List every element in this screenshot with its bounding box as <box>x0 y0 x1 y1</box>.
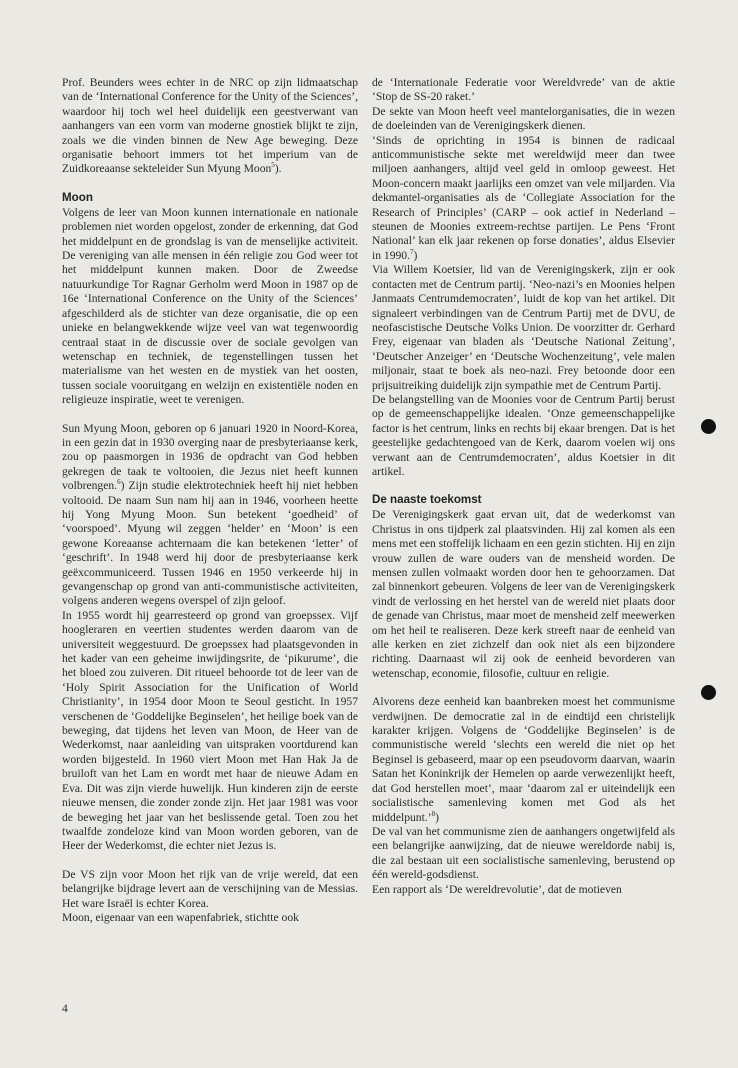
paragraph <box>62 868 358 911</box>
paragraph <box>372 695 675 825</box>
paragraph-text: De belangstelling van de Moonies voor de Centrum Partij berust op de gemeenschappelijke idealen. ‘Onze gemeenschappelijke factor is het centrum, links en rechts bij ekaar brengen. Dat is het geestelijke gedachtengoed van de Kerk, daarom voelen wij ons verwant aan de Centrumdemocraten’, aldus Koetsier in dit artikel. <box>372 392 675 478</box>
paragraph-text: Sun Myung Moon, geboren op 6 januari 1920 in Noord-Korea, in een gezin dat in 1930 overging naar de presbyteriaanse kerk, zou op paasmorgen in 1936 de opdracht van God hebben gekregen de taak te voltooien, die Jezus niet heeft kunnen volbrengen. <box>62 421 358 493</box>
paragraph-text: Via Willem Koetsier, lid van de Verenigingskerk, zijn er ook contacten met de Centrum partij. ‘Neo-nazi’s en Moonies helpen Janmaats Centrumdemocraten’, luidt de kop van het artikel. Dit signaleert verbindingen van de Centrum Partij met de DVU, de neofascistische Deutsche Volks Union. De voorzitter dr. Gerhard Frey, eigenaar van bladen als ‘Deutsche National Zeitung’, ‘Deutscher Anzeiger’ en ‘Deutsche Wochenzeitung’, vele malen miljonair, staat te boek als neo-nazi. Frey betoonde door een prijsuitreiking duidelijk zijn sympathie met de Centrum Partij. <box>372 263 675 392</box>
footnote-ref: 8 <box>431 809 436 818</box>
paragraph <box>62 76 358 177</box>
section-heading: Moon <box>62 190 93 204</box>
paragraph <box>62 206 358 408</box>
paragraph-text: ‘Sinds de oprichting in 1954 is binnen de radicaal anticommunistische sekte met wereldwijd meer dan twee miljoen aanhangers, altijd veel geld in omloop geweest. Het Moon-concern maakt jaarlijks een omzet van vele miljarden. Via dekmantel-organisaties als de ‘Collegiate Association for the Research of Principles’ (CARP – ook actief in Nederland – steunen de Moonies extreem-rechtse partijen. Le Pens ‘Front National’ kan elk jaar rekenen op forse donaties’, aldus Elsevier in 1990. <box>372 133 675 262</box>
punch-hole-icon <box>701 419 716 434</box>
paragraph-text: In 1955 wordt hij gearresteerd op grond van groepssex. Vijf hoogleraren en veertien studentes werden daarom van de universiteit weggestuurd. De groepssex had plaatsgevonden in het kader van een geheime inwijdingsrite, de ‘pikurume’, die het bloed zou zuiveren. Dit ritueel behoorde tot de leer van de ‘Holy Spirit Association for the Unification of World Christianity’, in 1954 door Moon te Seoul gesticht. In 1957 verschenen de ‘Goddelijke Beginselen’, het heilige boek van de beweging, dat tijdens het leven van Moon, de Heer van de Wederkomst, naar aanleiding van uitspraken voortdurend kan worden bijgesteld. In 1960 viert Moon met Han Hak Ja de bruiloft van het Lam en wordt met haar de nieuwe Adam en Eva. Dit was zijn vierde huwelijk. Hun kinderen zijn de eerste nieuwe mensen, die zonder zonde zijn. Het jaar 1981 was voor de beweging het jaar van het beslissende getal. Toen zou het twaalfde zondeloze kind van Moon worden geboren, van de Heer der Wederkomst, die echter niet Jezus is. <box>62 608 358 853</box>
paragraph-text: Prof. Beunders wees echter in de NRC op zijn lidmaatschap van de ‘International Conference for the Unity of the Sciences’, waardoor hij toch wel heel duidelijk een geestverwant van aanhangers van een vorm van moderne gnostiek blijkt te zijn, zoals we die vinden binnen de New Age beweging. Deze organisatie behoort immers tot het imperium van de Zuidkoreaanse sekteleider Sun Myung Moon <box>62 76 358 176</box>
section-heading: De naaste toekomst <box>372 493 482 507</box>
paragraph <box>372 134 675 264</box>
footnote-ref: 7 <box>410 248 414 257</box>
right-column <box>372 76 675 897</box>
paragraph-text: ) <box>435 810 439 824</box>
paragraph-text: ) Zijn studie elektrotechniek heeft hij niet hebben voltooid. De naam Sun nam hij aan in 1946, voorheen heette hij Yong Myung Moon. Sun betekent ‘goedheid’ of ‘voorspoed’. Myung wil zeggen ‘helder’ en ‘Moon’ is een gewone Koreaanse achternaam die kan betekenen ‘letter’ of ‘geschrift’. In 1948 werd hij door de presbyteriaanse kerk geëxcommuniceerd. Tussen 1946 en 1950 verkeerde hij in gevangenschap op grond van anti-communistische activiteiten, volgens anderen wegens overspel of zijn geloof. <box>62 479 358 608</box>
paragraph-text: Alvorens deze eenheid kan baanbreken moest het communisme verdwijnen. De democratie zal in de eindtijd een christelijk karakter krijgen. Volgens de ‘Goddelijke Beginselen’ is de communistische wereld ‘slechts een wereld die niet op het Beginsel is gebaseerd, maar op een pseudovorm daarvan, waarin Satan het Koninkrijk der Hemelen op aarde verwezenlijkt heeft, dat God herstellen moet’, maar ‘daarom zal er uiteindelijk een socialistische samenleving komen met God als het middelpunt.’ <box>372 695 675 824</box>
paragraph-text: De sekte van Moon heeft veel mantelorganisaties, die in wezen de doeleinden van de Verenigingskerk dienen. <box>372 104 675 133</box>
paragraph <box>62 911 358 925</box>
footnote-ref: 6 <box>117 478 121 487</box>
paragraph-text: Moon, eigenaar van een wapenfabriek, stichtte ook <box>62 910 299 924</box>
paragraph <box>372 825 675 883</box>
paragraph <box>372 263 675 393</box>
paragraph-text: ). <box>274 162 282 176</box>
paragraph <box>372 883 675 897</box>
paragraph-text: De Verenigingskerk gaat ervan uit, dat de wederkomst van Christus in ons tijdperk zal plaatsvinden. Hij zal komen als een mens met een stoffelijk lichaam en een gezin stichten. Hij en zijn vrouw zullen de ware ouders van de mensheid worden. De mensen zullen volmaakt worden door hen te gehoorzamen. Dat zal binnenkort gebeuren. Volgens de leer van de Verenigingskerk vindt de verlossing en het herstel van de wereld niet plaats door de genade van Christus, maar moet de mensheid zelf meewerken om het heil te realiseren. Deze kerk streeft naar de eenheid van alle kerken en ziet zichzelf dan ook niet als een bijzondere richting. Daarnaast wil zij ook de eenheid bevorderen van wetenschap, economie, filosofie, cultuur en religie. <box>372 508 675 680</box>
paragraph <box>62 609 358 854</box>
paragraph <box>372 508 675 681</box>
paragraph-text: de ‘Internationale Federatie voor Wereldvrede’ van de aktie ‘Stop de SS-20 raket.’ <box>372 76 675 104</box>
paragraph-text: De val van het communisme zien de aanhangers ongetwijfeld als een belangrijke aanwijzing, dat de nieuwe wereldorde nabij is, die zal bestaan uit een socialistische samenleving, berustend op één wereld-godsdienst. <box>372 824 675 882</box>
paragraph-text: De VS zijn voor Moon het rijk van de vrije wereld, dat een belangrijke bijdrage levert aan de verschijning van de Messias. Het ware Israël is echter Korea. <box>62 867 358 910</box>
page-number: 4 <box>62 1002 68 1015</box>
paragraph <box>372 393 675 479</box>
paragraph-text: Een rapport als ‘De wereldrevolutie’, dat de motieven <box>372 882 622 896</box>
paragraph-text: ) <box>413 248 418 262</box>
paragraph <box>372 105 675 134</box>
punch-hole-icon <box>701 685 716 700</box>
paragraph <box>62 422 358 609</box>
footnote-ref: 5 <box>271 161 275 170</box>
left-column <box>62 76 358 925</box>
paragraph <box>372 76 675 105</box>
paragraph-text: Volgens de leer van Moon kunnen internationale en nationale problemen niet worden opgelost, zonder de erkenning, dat God het middelpunt en de grondslag is van de menselijke activiteit. De vereniging van alle mensen in één religie zou God weer tot het middelpunt kunnen maken. Door de Zweedse natuurkundige Tor Ragnar Gerholm werd Moon in 1987 op de 16e ‘International Conference on the Unity of the Sciences’ afgeschilderd als de stichter van deze organisatie, die op een unieke en belangwekkende wijze veel van wat tegenwoordig centraal staat in de discussie over de sociale gevolgen van wetenschap en techniek, de tegenstellingen tussen het materialisme van het westen en de mystiek van het oosten, tussen sociale vooruitgang en welzijn en existentiële noden en religieuze inspiratie, weet te verenigen. <box>62 205 358 407</box>
